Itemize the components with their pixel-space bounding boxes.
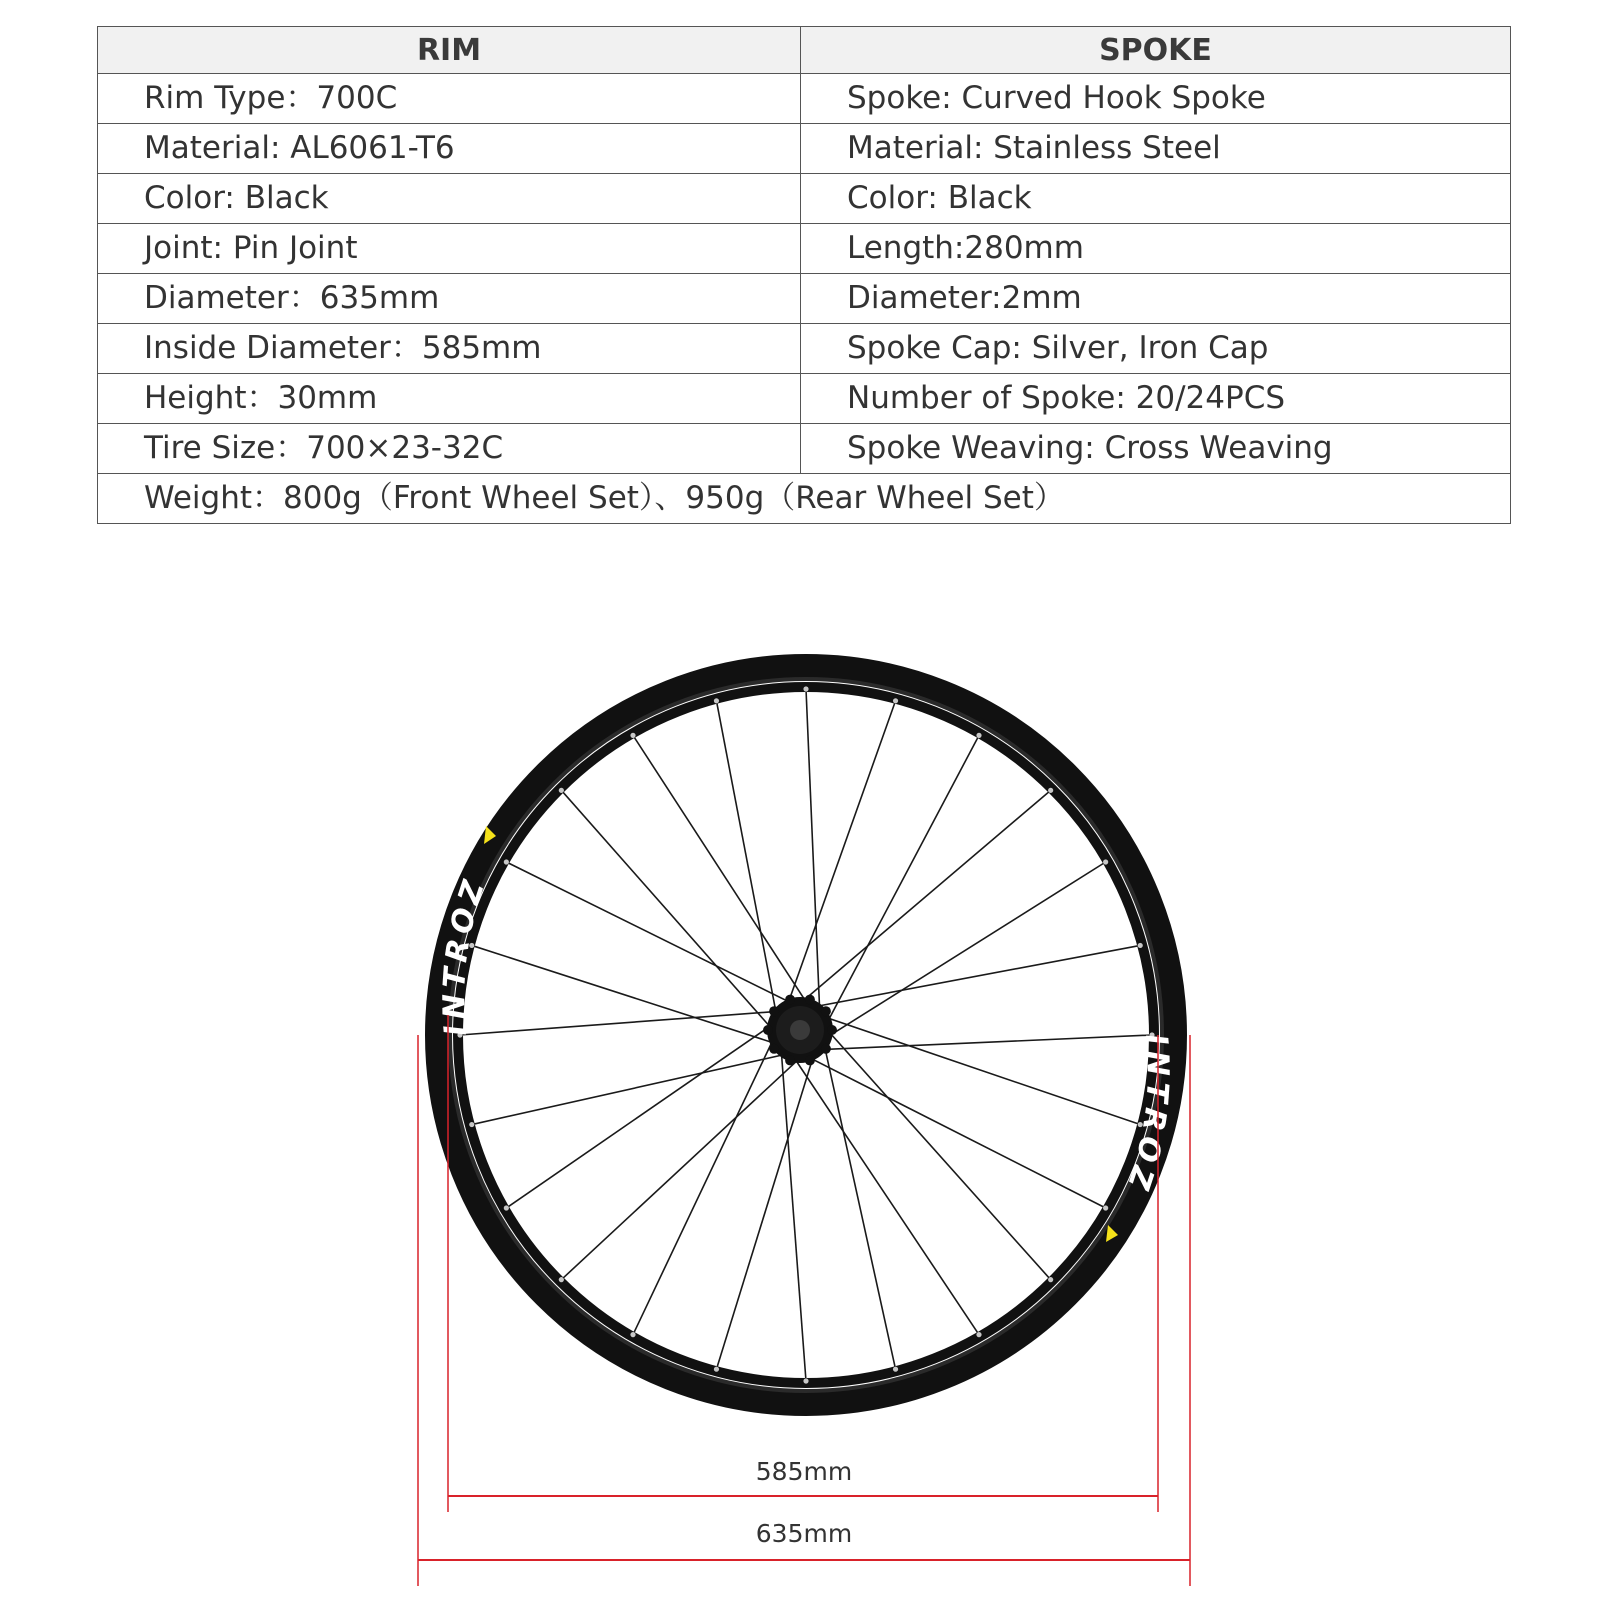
spoke-nipple: [976, 1332, 981, 1337]
table-row: [98, 424, 1511, 474]
table-row: [98, 174, 1511, 224]
weight-cell: Weight：800g（Front Wheel Set）、950g（Rear Wheel Set）: [98, 474, 1511, 524]
spoke-nipple: [1048, 1277, 1053, 1282]
spoke-spec-cell: Length:280mm: [801, 224, 1511, 274]
spoke: [799, 1008, 1141, 1125]
spoke-nipple: [714, 698, 719, 703]
hub-flange-lobe: [805, 1055, 815, 1065]
spoke-nipple: [469, 1122, 474, 1127]
spoke-nipple: [630, 1332, 635, 1337]
spoke-nipple: [559, 788, 564, 793]
spoke: [716, 1029, 822, 1370]
table-row: [98, 224, 1511, 274]
hub-flange-lobe: [827, 1025, 837, 1035]
spoke: [783, 1044, 1105, 1208]
rim-spec-cell: Diameter：635mm: [98, 274, 801, 324]
spoke-nipple: [630, 733, 635, 738]
spoke-nipple: [559, 1277, 564, 1282]
rim-spec-cell: Inside Diameter：585mm: [98, 324, 801, 374]
spoke-spec-cell: Number of Spoke: 20/24PCS: [801, 374, 1511, 424]
rim-spec-cell: Material: AL6061-T6: [98, 124, 801, 174]
spoke-spec-cell: Color: Black: [801, 174, 1511, 224]
rim-spec-cell: Rim Type：700C: [98, 74, 801, 124]
table-footer-row: [98, 474, 1511, 524]
spoke-nipple: [714, 1367, 719, 1372]
spoke: [804, 862, 1105, 1052]
spoke: [780, 790, 1050, 1020]
spoke: [506, 862, 816, 1016]
outer-diameter-label: 635mm: [755, 1519, 853, 1548]
spoke-nipple: [504, 1205, 509, 1210]
spoke: [806, 689, 821, 1037]
spoke: [793, 1035, 1152, 1051]
hub-flange-lobe: [769, 1006, 779, 1016]
spoke-nipple: [893, 1367, 898, 1372]
spoke: [716, 701, 781, 1042]
spoke-nipple: [1138, 943, 1143, 948]
spoke: [460, 1009, 807, 1035]
table-row: [98, 324, 1511, 374]
table-row: [98, 124, 1511, 174]
spoke-nipple: [1103, 1205, 1108, 1210]
spoke-spec-cell: Diameter:2mm: [801, 274, 1511, 324]
hub-flange-lobe: [769, 1044, 779, 1054]
table-header-row: [98, 27, 1511, 74]
spoke: [506, 1008, 795, 1208]
spoke-spec-cell: Spoke Cap: Silver, Iron Cap: [801, 324, 1511, 374]
spoke: [633, 735, 822, 1025]
rim-spec-cell: Height：30mm: [98, 374, 801, 424]
inside-diameter-label: 585mm: [755, 1457, 853, 1486]
rim-decal-bottom: [1119, 1033, 1175, 1198]
spoke-nipple: [1103, 859, 1108, 864]
rim-spec-cell: Color: Black: [98, 174, 801, 224]
spoke-nipple: [976, 733, 981, 738]
table-row: [98, 74, 1511, 124]
spoke-spec-cell: Spoke Weaving: Cross Weaving: [801, 424, 1511, 474]
rim-decal-bottom-text: INTROZ: [1118, 1032, 1175, 1199]
spoke: [472, 945, 802, 1052]
spoke: [788, 945, 1140, 1011]
table-row: [98, 374, 1511, 424]
hub-flange-lobe: [821, 1044, 831, 1054]
wheel-diagram: [0, 600, 1600, 1600]
table-row: [98, 274, 1511, 324]
spoke-nipple: [504, 859, 509, 864]
hub-axle: [790, 1020, 810, 1040]
spoke: [472, 1048, 812, 1124]
spoke: [779, 1023, 806, 1381]
spoke-spec-cell: Spoke: Curved Hook Spoke: [801, 74, 1511, 124]
rim-spec-cell: Joint: Pin Joint: [98, 224, 801, 274]
spoke-spec-cell: Material: Stainless Steel: [801, 124, 1511, 174]
hub-flange-lobe: [763, 1025, 773, 1035]
spoke: [814, 735, 979, 1046]
rim-header: RIM: [98, 27, 801, 74]
spoke-nipple: [803, 686, 808, 691]
hub-flange-lobe: [785, 995, 795, 1005]
spoke: [633, 1013, 786, 1334]
spoke-header: SPOKE: [801, 27, 1511, 74]
hub-flange-lobe: [785, 1055, 795, 1065]
hub-flange-lobe: [821, 1006, 831, 1016]
spoke-nipple: [1048, 788, 1053, 793]
spoke-nipple: [803, 1378, 808, 1383]
spoke-nipple: [893, 698, 898, 703]
rim-spec-cell: Tire Size：700×23-32C: [98, 424, 801, 474]
rim-decal-top-text: INTROZ: [437, 871, 494, 1038]
spoke: [778, 701, 896, 1032]
rim-decal-top: [437, 872, 493, 1037]
spec-table: [97, 26, 1511, 524]
hub-flange-lobe: [805, 995, 815, 1005]
